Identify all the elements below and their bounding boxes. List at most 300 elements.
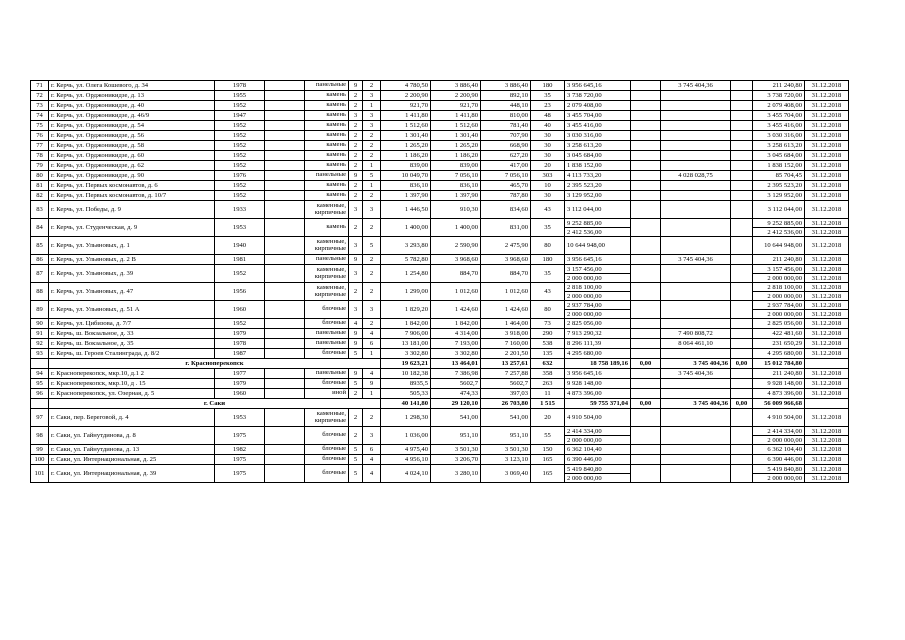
entrances-cell: 2 [363,319,381,329]
address-cell: г. Керчь, ул. Ульяновых, д. 47 [49,283,215,301]
number-cell: 94 [31,369,49,379]
number-cell: 88 [31,283,49,301]
fund-3-cell [731,141,753,151]
number-cell: 77 [31,141,49,151]
total-cost-cell: 3 258 613,20 [565,141,631,151]
residents-cell: 30 [531,141,565,151]
area-living-cell: 910,30 [431,201,481,219]
area-living-cell: 1 400,00 [431,219,481,237]
area-residential-cell: 1 464,00 [481,319,531,329]
wall-material-cell: камень [305,101,349,111]
fund-3-cell [731,409,753,427]
total-cost-cell: 3 956 645,16 [565,81,631,91]
number-cell: 71 [31,81,49,91]
residents-cell: 135 [531,349,565,359]
fund-4-cell: 2 079 408,00 [753,101,805,111]
year-cell: 1952 [215,181,265,191]
date-cell: 31.12.2018 [805,131,849,141]
area-total-cell: 4 024,10 [381,465,431,483]
fund-1-cell [631,111,661,121]
address-cell: г. Керчь, ул. Ульяновых, д. 2 В [49,255,215,265]
fund-4-cell: 9 252 885,00 [753,219,805,228]
floors-cell: 2 [349,131,363,141]
floors-cell: 5 [349,445,363,455]
residents-cell: 20 [531,409,565,427]
total-cost-cell: 5 419 840,80 [565,465,631,474]
total-cost-cell: 9 928 148,00 [565,379,631,389]
area-total-cell: 2 200,90 [381,91,431,101]
blank-cell [265,329,305,339]
year-cell: 1977 [215,369,265,379]
area-living-cell: 5602,7 [431,379,481,389]
number-cell: 82 [31,191,49,201]
wall-material-cell: блочные [305,445,349,455]
fund-4-cell: 5 419 840,80 [753,465,805,474]
address-cell: г. Керчь, ул. Орджоникидзе, д. 13 [49,91,215,101]
total-cost-cell: 3 956 645,16 [565,255,631,265]
entrances-cell: 1 [363,349,381,359]
floors-cell: 5 [349,349,363,359]
fund-4-cell: 6 362 104,40 [753,445,805,455]
total-cost-cell: 3 030 316,00 [565,131,631,141]
area-total-cell: 1 254,80 [381,265,431,283]
area-residential-cell: 3 069,40 [481,465,531,483]
total-cost-cell: 2 000 000,00 [565,474,631,483]
fund-1-cell [631,427,661,445]
fund-4-cell: 2 000 000,00 [753,474,805,483]
area-living-cell: 541,00 [431,409,481,427]
area-living-cell: 1 301,40 [431,131,481,141]
residents-cell: 80 [531,237,565,255]
area-residential-cell: 541,00 [481,409,531,427]
fund-4-cell: 2 412 536,00 [753,228,805,237]
year-cell: 1953 [215,409,265,427]
total-cost-cell: 59 755 371,04 [565,399,631,409]
date-cell [805,359,849,369]
area-total-cell: 1 036,00 [381,427,431,445]
floors-cell: 9 [349,171,363,181]
total-cost-cell: 9 252 885,00 [565,219,631,228]
area-residential-cell: 668,90 [481,141,531,151]
area-living-cell: 13 464,01 [431,359,481,369]
floors-cell: 4 [349,319,363,329]
year-cell: 1955 [215,91,265,101]
table-row [31,329,849,339]
residents-cell: 48 [531,111,565,121]
year-cell: 1960 [215,301,265,319]
number-cell: 80 [31,171,49,181]
floors-cell: 9 [349,81,363,91]
wall-material-cell: камень [305,181,349,191]
blank-cell [265,389,305,399]
table-body [31,81,849,483]
wall-material-cell: каменные, кирпичные [305,237,349,255]
residents-cell: 263 [531,379,565,389]
fund-4-cell: 2 825 056,00 [753,319,805,329]
year-cell: 1952 [215,151,265,161]
fund-2-cell: 8 064 461,10 [661,339,731,349]
entrances-cell: 2 [363,141,381,151]
table-row [31,101,849,111]
entrances-cell: 3 [363,427,381,445]
area-residential-cell: 448,10 [481,101,531,111]
fund-1-cell [631,81,661,91]
area-total-cell: 3 293,80 [381,237,431,255]
address-cell: г. Керчь, ул. Ульяновых, д. 1 [49,237,215,255]
area-total-cell: 1 397,90 [381,191,431,201]
table-row [31,339,849,349]
entrances-cell: 2 [363,151,381,161]
wall-material-cell: каменные, кирпичные [305,283,349,301]
date-cell: 31.12.2018 [805,349,849,359]
area-living-cell: 1 265,20 [431,141,481,151]
floors-cell: 2 [349,389,363,399]
year-cell: 1978 [215,339,265,349]
address-cell: г. Саки, ул. Гайнутдинова, д. 13 [49,445,215,455]
fund-2-cell: 3 745 404,36 [661,81,731,91]
entrances-cell: 4 [363,369,381,379]
entrances-cell: 2 [363,283,381,301]
address-cell: г. Керчь, ул. Орджоникидзе, д. 62 [49,161,215,171]
fund-1-cell [631,121,661,131]
fund-3-cell [731,301,753,319]
wall-material-cell: камень [305,91,349,101]
fund-3-cell [731,81,753,91]
address-cell: г. Керчь, ул. Первых космонавтов, д. 10/7 [49,191,215,201]
entrances-cell: 4 [363,465,381,483]
area-residential-cell: 787,80 [481,191,531,201]
total-cost-cell: 3 045 684,00 [565,151,631,161]
area-residential-cell: 3 886,40 [481,81,531,91]
fund-1-cell [631,301,661,319]
address-cell: г. Красноперекопск, ул. Озерная, д. 5 [49,389,215,399]
fund-2-cell [661,465,731,483]
wall-material-cell: блочные [305,301,349,319]
area-total-cell: 8935,5 [381,379,431,389]
year-cell: 1979 [215,329,265,339]
date-cell: 31.12.2018 [805,310,849,319]
total-cost-cell: 3 738 720,00 [565,91,631,101]
date-cell: 31.12.2018 [805,219,849,228]
blank-cell [265,161,305,171]
residents-cell: 55 [531,427,565,445]
subtotal-label-cell: г. Саки [49,399,381,409]
area-residential-cell: 5602,7 [481,379,531,389]
fund-2-cell: 3 745 404,36 [661,399,731,409]
date-cell: 31.12.2018 [805,369,849,379]
blank-cell [265,379,305,389]
number-cell: 98 [31,427,49,445]
area-living-cell: 7 386,98 [431,369,481,379]
wall-material-cell: камень [305,131,349,141]
area-living-cell: 951,10 [431,427,481,445]
table-row [31,399,849,409]
area-total-cell: 1 512,60 [381,121,431,131]
residents-cell: 43 [531,283,565,301]
entrances-cell: 2 [363,265,381,283]
floors-cell: 2 [349,91,363,101]
year-cell: 1975 [215,427,265,445]
total-cost-cell: 7 913 290,32 [565,329,631,339]
fund-3-cell [731,91,753,101]
fund-3-cell [731,445,753,455]
blank-cell [265,265,305,283]
fund-3-cell [731,339,753,349]
number-cell: 74 [31,111,49,121]
fund-2-cell [661,301,731,319]
table-row [31,349,849,359]
date-cell: 31.12.2018 [805,101,849,111]
year-cell: 1952 [215,319,265,329]
entrances-cell: 2 [363,255,381,265]
number-cell [31,359,49,369]
table-row [31,389,849,399]
area-residential-cell: 7 160,00 [481,339,531,349]
year-cell: 1978 [215,81,265,91]
date-cell: 31.12.2018 [805,265,849,274]
area-living-cell: 3 501,30 [431,445,481,455]
area-total-cell: 5 782,80 [381,255,431,265]
fund-4-cell: 231 650,29 [753,339,805,349]
residents-cell: 11 [531,389,565,399]
fund-4-cell: 2 000 000,00 [753,436,805,445]
area-living-cell: 1 397,90 [431,191,481,201]
floors-cell: 2 [349,283,363,301]
floors-cell: 2 [349,219,363,237]
area-living-cell: 1 186,20 [431,151,481,161]
total-cost-cell: 6 390 446,00 [565,455,631,465]
fund-1-cell [631,171,661,181]
fund-3-cell [731,171,753,181]
wall-material-cell: панельные [305,369,349,379]
table-row [31,91,849,101]
wall-material-cell: камень [305,161,349,171]
date-cell: 31.12.2018 [805,409,849,427]
total-cost-cell: 2 395 523,20 [565,181,631,191]
fund-2-cell [661,379,731,389]
fund-2-cell [661,201,731,219]
date-cell: 31.12.2018 [805,274,849,283]
wall-material-cell: блочные [305,379,349,389]
address-cell: г. Керчь, ул. Орджоникидзе, д. 46/9 [49,111,215,121]
fund-1-cell [631,389,661,399]
table-row [31,255,849,265]
fund-2-cell [661,219,731,237]
area-residential-cell: 707,90 [481,131,531,141]
year-cell: 1975 [215,455,265,465]
date-cell: 31.12.2018 [805,319,849,329]
residents-cell: 35 [531,91,565,101]
fund-1-cell [631,445,661,455]
date-cell: 31.12.2018 [805,81,849,91]
date-cell: 31.12.2018 [805,181,849,191]
fund-2-cell [661,265,731,283]
number-cell: 101 [31,465,49,483]
fund-3-cell: 0,00 [731,359,753,369]
residents-cell: 35 [531,219,565,237]
address-cell: г. Керчь, ш. Вокзальное, д. 35 [49,339,215,349]
area-total-cell: 19 623,21 [381,359,431,369]
fund-2-cell [661,349,731,359]
table-row [31,445,849,455]
floors-cell: 9 [349,369,363,379]
year-cell: 1952 [215,265,265,283]
fund-4-cell: 3 112 044,00 [753,201,805,219]
date-cell: 31.12.2018 [805,389,849,399]
fund-2-cell [661,91,731,101]
date-cell: 31.12.2018 [805,474,849,483]
residents-cell: 30 [531,191,565,201]
wall-material-cell: панельные [305,339,349,349]
fund-1-cell: 0,00 [631,359,661,369]
date-cell: 31.12.2018 [805,329,849,339]
wall-material-cell: камень [305,141,349,151]
fund-4-cell: 2 818 100,00 [753,283,805,292]
fund-2-cell [661,237,731,255]
entrances-cell: 6 [363,445,381,455]
fund-1-cell [631,181,661,191]
fund-4-cell: 4 295 680,00 [753,349,805,359]
table-row [31,455,849,465]
fund-3-cell [731,101,753,111]
area-total-cell: 40 141,80 [381,399,431,409]
fund-1-cell [631,101,661,111]
area-total-cell: 10 182,38 [381,369,431,379]
year-cell: 1987 [215,349,265,359]
number-cell: 96 [31,389,49,399]
fund-2-cell: 3 745 404,36 [661,255,731,265]
entrances-cell: 5 [363,237,381,255]
fund-3-cell [731,161,753,171]
area-residential-cell: 884,70 [481,265,531,283]
table-row [31,111,849,121]
residents-cell: 632 [531,359,565,369]
number-cell: 84 [31,219,49,237]
total-cost-cell: 2 818 100,00 [565,283,631,292]
total-cost-cell: 8 296 111,39 [565,339,631,349]
wall-material-cell: блочные [305,427,349,445]
fund-3-cell [731,219,753,237]
total-cost-cell: 3 157 456,00 [565,265,631,274]
area-residential-cell: 3 123,10 [481,455,531,465]
fund-1-cell: 0,00 [631,399,661,409]
area-living-cell: 1 012,60 [431,283,481,301]
year-cell: 1933 [215,201,265,219]
area-living-cell: 3 206,70 [431,455,481,465]
area-residential-cell: 465,70 [481,181,531,191]
wall-material-cell: камень [305,151,349,161]
fund-2-cell [661,283,731,301]
floors-cell: 2 [349,161,363,171]
year-cell: 1947 [215,111,265,121]
document-page [30,80,848,483]
table-row [31,359,849,369]
total-cost-cell: 4 295 680,00 [565,349,631,359]
fund-2-cell [661,181,731,191]
residents-cell: 35 [531,265,565,283]
area-total-cell: 4 975,40 [381,445,431,455]
fund-1-cell [631,369,661,379]
year-cell: 1956 [215,283,265,301]
number-cell: 86 [31,255,49,265]
fund-3-cell: 0,00 [731,399,753,409]
area-total-cell: 1 842,00 [381,319,431,329]
total-cost-cell: 18 758 189,16 [565,359,631,369]
area-living-cell: 1 411,80 [431,111,481,121]
area-living-cell: 2 200,90 [431,91,481,101]
fund-1-cell [631,255,661,265]
floors-cell: 2 [349,191,363,201]
subtotal-label-cell: г. Красноперекопск [49,359,381,369]
year-cell: 1952 [215,101,265,111]
wall-material-cell: каменные, кирпичные [305,201,349,219]
wall-material-cell: каменные, кирпичные [305,409,349,427]
area-total-cell: 836,10 [381,181,431,191]
fund-3-cell [731,349,753,359]
area-residential-cell: 781,40 [481,121,531,131]
fund-1-cell [631,191,661,201]
residents-cell: 180 [531,255,565,265]
address-cell: г. Керчь, ул. Орджоникидзе, д. 40 [49,101,215,111]
residents-cell: 303 [531,171,565,181]
address-cell: г. Красноперекопск, мкр.10, д . 15 [49,379,215,389]
area-residential-cell: 397,03 [481,389,531,399]
fund-4-cell: 211 240,80 [753,369,805,379]
area-total-cell: 3 302,80 [381,349,431,359]
address-cell: г. Керчь, ул. Первых космонавтов, д. 6 [49,181,215,191]
fund-4-cell: 2 414 334,00 [753,427,805,436]
number-cell: 89 [31,301,49,319]
wall-material-cell: блочные [305,465,349,483]
blank-cell [265,283,305,301]
floors-cell: 3 [349,301,363,319]
residents-cell: 165 [531,455,565,465]
residents-cell: 30 [531,151,565,161]
year-cell: 1952 [215,141,265,151]
fund-1-cell [631,91,661,101]
entrances-cell: 1 [363,101,381,111]
fund-1-cell [631,151,661,161]
total-cost-cell: 2 412 536,00 [565,228,631,237]
blank-cell [265,455,305,465]
fund-4-cell: 56 009 966,68 [753,399,805,409]
number-cell: 91 [31,329,49,339]
date-cell: 31.12.2018 [805,111,849,121]
address-cell: г. Керчь, ул. Орджоникидзе, д. 90 [49,171,215,181]
fund-1-cell [631,379,661,389]
fund-1-cell [631,131,661,141]
fund-3-cell [731,255,753,265]
table-row [31,237,849,255]
area-total-cell: 1 411,80 [381,111,431,121]
fund-1-cell [631,319,661,329]
fund-4-cell: 211 240,80 [753,81,805,91]
date-cell: 31.12.2018 [805,445,849,455]
area-total-cell: 1 186,20 [381,151,431,161]
table-row [31,151,849,161]
blank-cell [265,255,305,265]
area-living-cell: 2 590,90 [431,237,481,255]
wall-material-cell: камень [305,191,349,201]
area-residential-cell: 810,00 [481,111,531,121]
fund-3-cell [731,181,753,191]
entrances-cell: 2 [363,409,381,427]
floors-cell: 3 [349,201,363,219]
year-cell: 1960 [215,389,265,399]
entrances-cell: 4 [363,455,381,465]
date-cell: 31.12.2018 [805,121,849,131]
blank-cell [265,111,305,121]
